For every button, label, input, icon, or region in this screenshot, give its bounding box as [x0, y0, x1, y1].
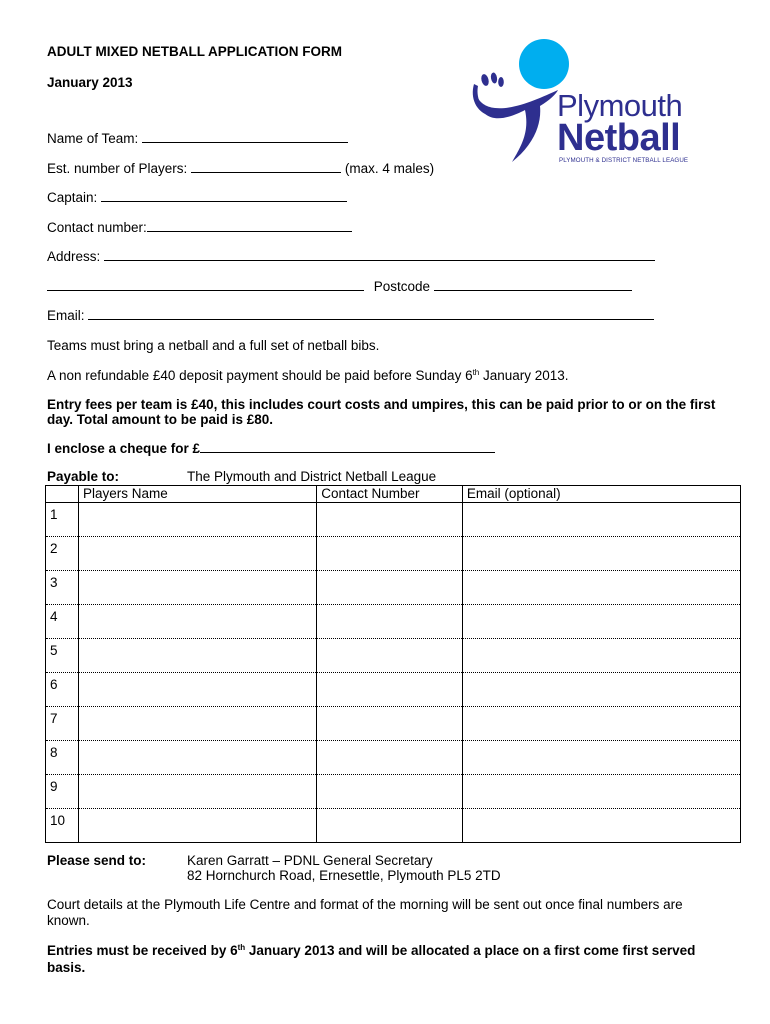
row-number: 9 — [46, 775, 79, 809]
table-row — [46, 503, 741, 537]
email-cell[interactable] — [462, 537, 740, 571]
address-row — [47, 249, 655, 264]
team-name-field[interactable] — [142, 131, 348, 143]
form-date: January 2013 — [47, 75, 133, 90]
row-number: 1 — [46, 503, 79, 537]
contact-field[interactable] — [147, 220, 352, 232]
plymouth-netball-logo — [470, 38, 710, 168]
logo-word-plymouth: Plymouth — [557, 88, 683, 123]
row-number: 4 — [46, 605, 79, 639]
table-row — [46, 741, 741, 775]
contact-label: Contact number: — [47, 220, 147, 235]
players-row — [47, 161, 434, 176]
cheque-label: I enclose a cheque for £ — [47, 441, 201, 456]
player-name-cell[interactable] — [78, 503, 316, 537]
row-number: 8 — [46, 741, 79, 775]
email-cell[interactable] — [462, 809, 740, 843]
entries-line-1 — [47, 943, 695, 958]
player-name-cell[interactable] — [78, 605, 316, 639]
player-name-cell[interactable] — [78, 537, 316, 571]
player-name-cell[interactable] — [78, 571, 316, 605]
team-name-row — [47, 131, 348, 146]
row-number: 2 — [46, 537, 79, 571]
email-label: Email: — [47, 308, 85, 323]
fees-line-1: Entry fees per team is £40, this includes court costs and umpires, this can be paid prior to or on the first — [47, 397, 716, 412]
players-field[interactable] — [191, 161, 341, 173]
table-header-row — [46, 486, 741, 503]
players-note: (max. 4 males) — [344, 161, 435, 176]
deposit-sup: th — [472, 368, 480, 377]
contact-row — [47, 220, 352, 235]
contact-number-cell[interactable] — [317, 809, 463, 843]
player-name-cell[interactable] — [78, 809, 316, 843]
players-label: Est. number of Players: — [47, 161, 188, 176]
postcode-field[interactable] — [434, 279, 632, 291]
row-number: 6 — [46, 673, 79, 707]
email-cell[interactable] — [462, 639, 740, 673]
table-row — [46, 707, 741, 741]
contact-number-cell[interactable] — [317, 537, 463, 571]
postcode-row — [47, 279, 632, 294]
table-row — [46, 605, 741, 639]
entries-sup: th — [237, 943, 246, 952]
players-table — [45, 485, 741, 843]
deposit-note — [47, 368, 569, 383]
contact-number-cell[interactable] — [317, 571, 463, 605]
header-number — [46, 486, 79, 503]
player-name-cell[interactable] — [78, 673, 316, 707]
address-label: Address: — [47, 249, 101, 264]
captain-label: Captain: — [47, 190, 98, 205]
email-cell[interactable] — [462, 571, 740, 605]
header-email: Email (optional) — [462, 486, 740, 503]
send-line-2: 82 Hornchurch Road, Ernesettle, Plymouth PL5 2TD — [187, 868, 501, 883]
player-name-cell[interactable] — [78, 775, 316, 809]
contact-number-cell[interactable] — [317, 775, 463, 809]
header-players-name: Players Name — [78, 486, 316, 503]
deposit-text-end: January 2013. — [479, 368, 569, 383]
row-number: 5 — [46, 639, 79, 673]
row-number: 10 — [46, 809, 79, 843]
postcode-label: Postcode — [373, 279, 431, 294]
entries-text: Entries must be received by 6 — [47, 943, 238, 958]
address-field[interactable] — [104, 249, 655, 261]
form-title: ADULT MIXED NETBALL APPLICATION FORM — [47, 44, 342, 59]
send-label: Please send to: — [47, 853, 147, 868]
bring-note: Teams must bring a netball and a full set of netball bibs. — [47, 338, 380, 353]
email-cell[interactable] — [462, 707, 740, 741]
header-contact-number: Contact Number — [317, 486, 463, 503]
table-row — [46, 571, 741, 605]
contact-number-cell[interactable] — [317, 673, 463, 707]
fees-line-2: day. Total amount to be paid is £80. — [47, 412, 274, 427]
email-cell[interactable] — [462, 503, 740, 537]
player-name-cell[interactable] — [78, 707, 316, 741]
player-name-cell[interactable] — [78, 639, 316, 673]
table-row — [46, 775, 741, 809]
court-line-2: known. — [47, 913, 90, 928]
email-cell[interactable] — [462, 775, 740, 809]
row-number: 7 — [46, 707, 79, 741]
table-row — [46, 537, 741, 571]
team-name-label: Name of Team: — [47, 131, 139, 146]
email-cell[interactable] — [462, 741, 740, 775]
contact-number-cell[interactable] — [317, 741, 463, 775]
table-row — [46, 673, 741, 707]
cheque-row — [47, 441, 495, 456]
send-line-1: Karen Garratt – PDNL General Secretary — [187, 853, 433, 868]
entries-line-2: basis. — [47, 960, 86, 975]
address-field-2[interactable] — [47, 279, 364, 291]
table-row — [46, 809, 741, 843]
email-row — [47, 308, 654, 323]
email-field[interactable] — [88, 308, 654, 320]
court-line-1: Court details at the Plymouth Life Centre and format of the morning will be sent out once final numbers are — [47, 897, 683, 912]
email-cell[interactable] — [462, 605, 740, 639]
table-row — [46, 639, 741, 673]
deposit-text: A non refundable £40 deposit payment should be paid before Sunday 6 — [47, 368, 473, 383]
contact-number-cell[interactable] — [317, 605, 463, 639]
captain-row — [47, 190, 347, 205]
logo-word-netball: Netball — [557, 117, 681, 159]
payable-label: Payable to: — [47, 469, 120, 484]
cheque-amount-field[interactable] — [200, 441, 495, 453]
row-number: 3 — [46, 571, 79, 605]
logo-subtitle: PLYMOUTH & DISTRICT NETBALL LEAGUE — [559, 157, 689, 164]
contact-number-cell[interactable] — [317, 707, 463, 741]
contact-number-cell[interactable] — [317, 503, 463, 537]
player-name-cell[interactable] — [78, 741, 316, 775]
captain-field[interactable] — [101, 190, 347, 202]
contact-number-cell[interactable] — [317, 639, 463, 673]
entries-text-end: January 2013 and will be allocated a place on a first come first served — [245, 943, 696, 958]
payable-value: The Plymouth and District Netball League — [187, 469, 437, 484]
email-cell[interactable] — [462, 673, 740, 707]
